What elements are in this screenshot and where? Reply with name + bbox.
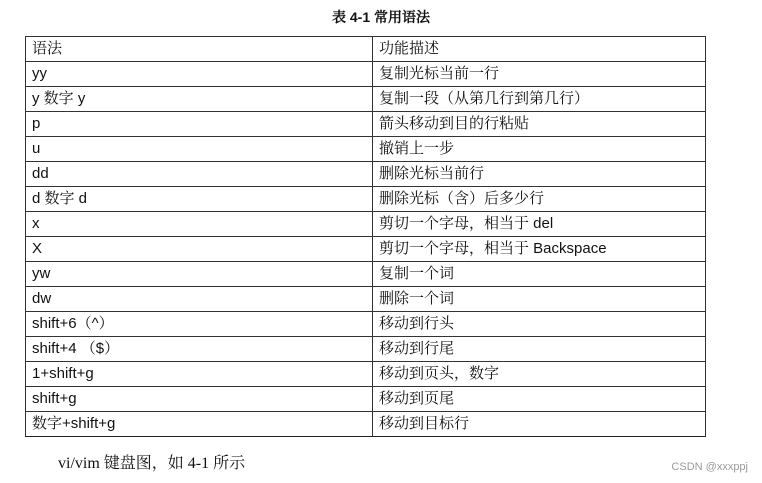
syntax-cell: yy	[26, 62, 373, 87]
syntax-cell: u	[26, 137, 373, 162]
watermark: CSDN @xxxppj	[671, 461, 748, 473]
syntax-cell: dw	[26, 287, 373, 312]
syntax-cell: x	[26, 212, 373, 237]
table-caption: 表 4-1 常用语法	[331, 9, 430, 25]
header-description: 功能描述	[373, 37, 706, 62]
syntax-cell: dd	[26, 162, 373, 187]
table-row	[26, 412, 706, 437]
footnote-text: vi/vim 键盘图，如 4-1 所示	[58, 455, 246, 472]
table-row	[26, 312, 706, 337]
syntax-cell: shift+6（^）	[26, 312, 373, 337]
description-cell: 剪切一个字母，相当于 del	[373, 212, 706, 237]
table-row	[26, 387, 706, 412]
description-cell: 删除光标当前行	[373, 162, 706, 187]
description-cell: 箭头移动到目的行粘贴	[373, 112, 706, 137]
table-row	[26, 62, 706, 87]
syntax-cell: y 数字 y	[26, 87, 373, 112]
syntax-cell: yw	[26, 262, 373, 287]
table-row	[26, 187, 706, 212]
syntax-cell: shift+g	[26, 387, 373, 412]
description-cell: 撤销上一步	[373, 137, 706, 162]
syntax-cell: shift+4 （$）	[26, 337, 373, 362]
table-row	[26, 162, 706, 187]
table-row	[26, 337, 706, 362]
table-row	[26, 262, 706, 287]
description-cell: 移动到页尾	[373, 387, 706, 412]
description-cell: 移动到行尾	[373, 337, 706, 362]
table-row	[26, 212, 706, 237]
description-cell: 剪切一个字母，相当于 Backspace	[373, 237, 706, 262]
table-row	[26, 87, 706, 112]
description-cell: 删除光标（含）后多少行	[373, 187, 706, 212]
syntax-cell: p	[26, 112, 373, 137]
description-cell: 复制光标当前一行	[373, 62, 706, 87]
syntax-table	[25, 36, 706, 437]
syntax-cell: d 数字 d	[26, 187, 373, 212]
table-row	[26, 287, 706, 312]
table-body	[26, 62, 706, 437]
description-cell: 移动到行头	[373, 312, 706, 337]
header-syntax: 语法	[26, 37, 373, 62]
description-cell: 删除一个词	[373, 287, 706, 312]
table-row	[26, 362, 706, 387]
description-cell: 移动到页头，数字	[373, 362, 706, 387]
syntax-cell: 1+shift+g	[26, 362, 373, 387]
table-row	[26, 237, 706, 262]
description-cell: 复制一个词	[373, 262, 706, 287]
syntax-cell: X	[26, 237, 373, 262]
description-cell: 移动到目标行	[373, 412, 706, 437]
table-header-row	[26, 37, 706, 62]
syntax-cell: 数字+shift+g	[26, 412, 373, 437]
table-row	[26, 112, 706, 137]
description-cell: 复制一段（从第几行到第几行）	[373, 87, 706, 112]
table-row	[26, 137, 706, 162]
